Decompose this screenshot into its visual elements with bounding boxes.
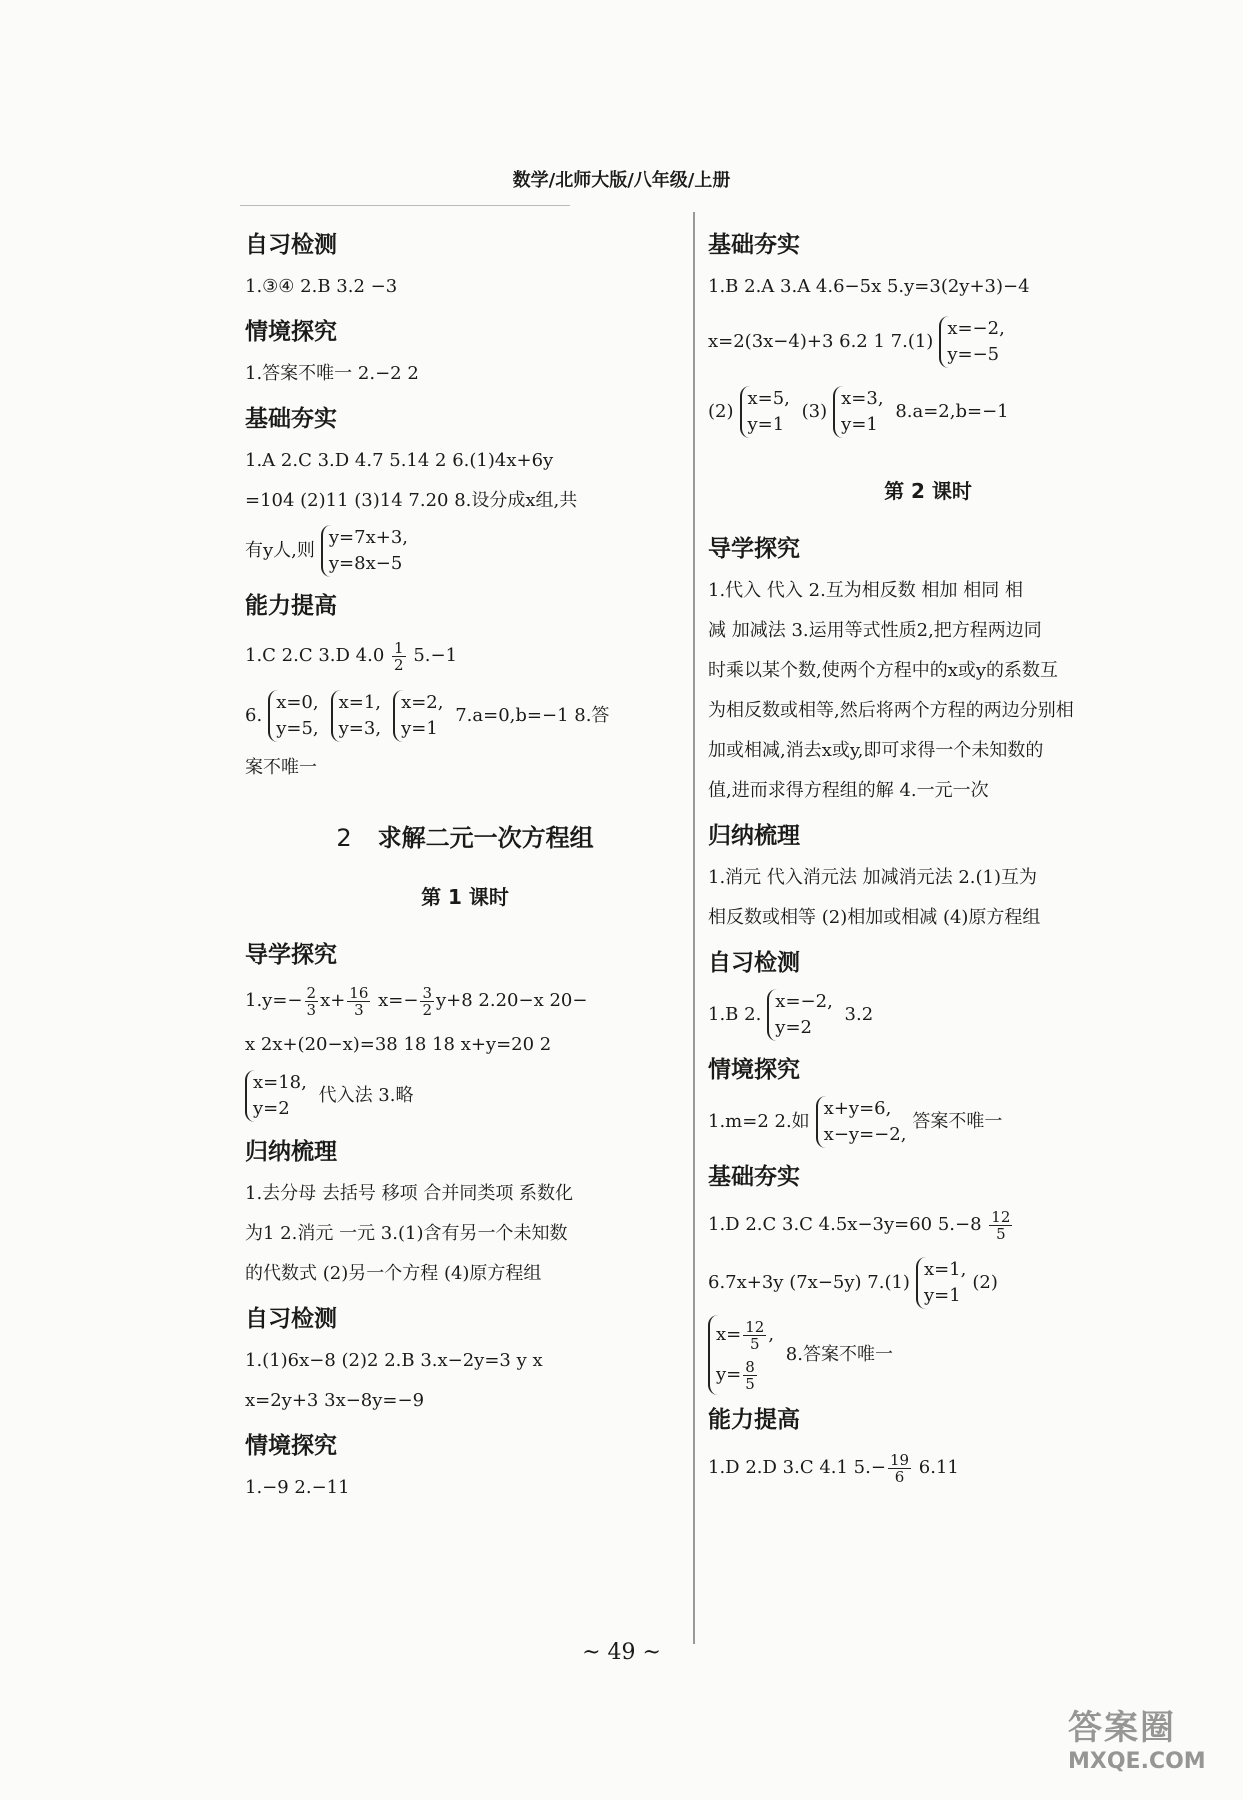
answer-line: 为相反数或相等,然后将两个方程的两边分别相	[708, 700, 1074, 721]
equation: x= $\frac{12}{5}$ ,	[716, 1317, 775, 1353]
answer-line: 为1 2.消元 一元 3.(1)含有另一个未知数	[245, 1223, 568, 1244]
text-span: x=	[716, 1324, 742, 1345]
answer-line: 1.代入 代入 2.互为相反数 相加 相同 相	[708, 580, 1023, 601]
denominator: 5	[750, 1334, 760, 1353]
denominator: 2	[422, 1000, 432, 1019]
section-heading: 能力提高	[708, 1407, 800, 1433]
text-span: x=−	[372, 990, 419, 1011]
section-heading: 基础夯实	[708, 1164, 800, 1190]
answer-line	[245, 628, 685, 684]
equation-system	[268, 690, 318, 742]
text-span: 1.D 2.D 3.C 4.1 5.−	[708, 1457, 886, 1478]
chapter-title	[245, 818, 685, 853]
left-column	[245, 220, 685, 1508]
answer-line	[245, 521, 685, 581]
text-span: 6.7x+3y (7x−5y) 7.(1)	[708, 1272, 910, 1293]
answer-line: 减 加减法 3.运用等式性质2,把方程两边同	[708, 620, 1042, 641]
watermark-text: 答案圈	[1068, 1708, 1176, 1748]
answer-line	[708, 377, 1148, 447]
text-span: 6.11	[918, 1457, 959, 1478]
answer-line	[708, 1315, 1148, 1395]
denominator: 3	[306, 1000, 317, 1019]
section-heading: 能力提高	[245, 593, 337, 619]
equation: y=1	[401, 718, 438, 739]
text-span: 8.答案不唯一	[785, 1344, 893, 1365]
lesson-title: 第 2 课时	[884, 479, 972, 503]
equation: y=5,	[276, 718, 319, 739]
answer-line: 1.B 2.A 3.A 4.6−5x 5.y=3(2y+3)−4	[708, 276, 1030, 297]
answer-line: x 2x+(20−x)=38 18 18 x+y=20 2	[245, 1034, 552, 1055]
equation-system	[833, 386, 883, 438]
answer-line: =104 (2)11 (3)14 7.20 8.设分成x组,共	[245, 490, 578, 511]
answer-line: 1.答案不唯一 2.−2 2	[245, 363, 419, 384]
fraction	[420, 985, 434, 1018]
right-column	[708, 220, 1148, 1494]
section-heading: 自习检测	[708, 950, 800, 976]
section-heading: 自习检测	[245, 232, 337, 258]
answer-line	[708, 1199, 1148, 1251]
text-span: 1.D 2.C 3.C 4.5x−3y=60 5.−8	[708, 1214, 982, 1235]
denominator: 5	[996, 1224, 1006, 1243]
answer-line	[708, 985, 1148, 1045]
numerator: 2	[306, 983, 317, 1002]
equation-system	[321, 525, 408, 577]
text-span: 8.a=2,b=−1	[895, 401, 1009, 422]
fraction	[392, 640, 406, 673]
equation: x=1,	[923, 1259, 967, 1280]
equation: y=7x+3,	[328, 527, 409, 548]
text-span: 有y人,则	[245, 540, 315, 561]
denominator: 6	[894, 1467, 905, 1486]
running-header: 数学/北师大版/八年级/上册	[512, 170, 731, 191]
denominator: 5	[745, 1374, 755, 1393]
equation: y=3,	[338, 718, 382, 739]
answer-line	[708, 1092, 1148, 1152]
numerator: 12	[991, 1207, 1011, 1226]
equation-system	[331, 690, 381, 742]
column-divider	[693, 212, 695, 1644]
equation-system	[708, 1315, 774, 1395]
section-heading: 归纳梳理	[708, 823, 800, 849]
fraction	[305, 985, 319, 1018]
answer-line: 1.③④ 2.B 3.2 −3	[245, 276, 398, 297]
equation: y=−5	[947, 344, 1000, 365]
fraction	[743, 1319, 766, 1352]
text-span: 5.−1	[413, 645, 458, 666]
watermark-url: MXQE.COM	[1068, 1749, 1206, 1774]
equation: y=1	[747, 414, 785, 435]
equation: x+y=6,	[823, 1098, 892, 1119]
answer-line: 1.(1)6x−8 (2)2 2.B 3.x−2y=3 y x	[245, 1350, 543, 1371]
text-span: 3.2	[838, 1004, 874, 1025]
equation	[716, 1357, 759, 1393]
numerator: 12	[745, 1317, 765, 1336]
equation: x=2,	[401, 692, 444, 713]
chapter-name: 求解二元一次方程组	[377, 824, 594, 852]
equation: y=1	[841, 414, 878, 435]
watermark-logo	[1068, 1700, 1228, 1790]
text-span: 1.C 2.C 3.D 4.0	[245, 645, 385, 666]
numerator: 3	[422, 983, 432, 1002]
equation: x=3,	[841, 388, 884, 409]
text-span: 1.y=−	[245, 990, 303, 1011]
fraction	[888, 1452, 911, 1485]
header-rule	[240, 205, 570, 206]
section-heading: 导学探究	[245, 942, 337, 968]
denominator: 3	[354, 1000, 364, 1019]
page-number: ~ 49 ~	[582, 1640, 661, 1665]
section-heading: 归纳梳理	[245, 1139, 337, 1165]
numerator: 16	[349, 983, 369, 1002]
fraction	[743, 1359, 757, 1392]
equation: x=−2,	[947, 318, 1005, 339]
answer-line: 值,进而求得方程组的解 4.一元一次	[708, 780, 989, 801]
chapter-number: 2	[336, 824, 352, 852]
text-span: 1.B 2.	[708, 1004, 762, 1025]
answer-line	[708, 1442, 1148, 1494]
text-span: 7.a=0,b=−1 8.答	[455, 705, 610, 726]
section-heading: 导学探究	[708, 536, 800, 562]
text-span: 答案不唯一	[912, 1111, 1003, 1132]
answer-line	[708, 1251, 1148, 1315]
fraction	[347, 985, 370, 1018]
answer-line	[708, 307, 1148, 377]
equation-system	[767, 989, 833, 1041]
equation: x=5,	[747, 388, 790, 409]
answer-line	[245, 684, 685, 748]
answer-line: 1.消元 代入消元法 加减消元法 2.(1)互为	[708, 867, 1038, 888]
section-heading: 情境探究	[245, 1433, 337, 1459]
text-span: 代入法 3.略	[312, 1085, 414, 1106]
denominator: 2	[394, 655, 404, 674]
numerator: 8	[745, 1357, 755, 1376]
answer-line	[245, 1065, 685, 1127]
section-heading: 基础夯实	[708, 232, 800, 258]
text-span: 6.	[245, 705, 263, 726]
equation-system	[740, 386, 790, 438]
answer-line: 时乘以某个数,使两个方程中的x或y的系数互	[708, 660, 1059, 681]
answer-line: 相反数或相等 (2)相加或相减 (4)原方程组	[708, 907, 1041, 928]
text-span: y=	[716, 1364, 742, 1385]
equation-system	[939, 316, 1005, 368]
equation: x−y=−2,	[823, 1124, 907, 1145]
numerator: 1	[394, 638, 404, 657]
section-heading: 情境探究	[245, 319, 337, 345]
equation: y=8x−5	[328, 553, 403, 574]
equation: x=18,	[253, 1072, 307, 1093]
answer-line: 1.去分母 去括号 移项 合并同类项 系数化	[245, 1183, 574, 1204]
answer-line	[245, 977, 685, 1025]
answer-line: 加或相减,消去x或y,即可求得一个未知数的	[708, 740, 1044, 761]
equation: x=−2,	[775, 991, 833, 1012]
numerator: 19	[889, 1450, 910, 1469]
text-span: (3)	[801, 401, 828, 422]
fraction	[989, 1209, 1012, 1242]
answer-line: 1.−9 2.−11	[245, 1477, 350, 1498]
equation: y=2	[253, 1098, 290, 1119]
equation: y=2	[775, 1017, 812, 1038]
text-span: y+8 2.20−x 20−	[435, 990, 588, 1011]
section-heading: 基础夯实	[245, 406, 337, 432]
lesson-title: 第 1 课时	[421, 885, 509, 909]
text-span: x+	[320, 990, 346, 1011]
text-span: 1.m=2 2.如	[708, 1111, 810, 1132]
answer-line: 的代数式 (2)另一个方程 (4)原方程组	[245, 1263, 542, 1284]
equation: y=1	[923, 1285, 961, 1306]
equation-system	[245, 1070, 307, 1122]
equation-system	[916, 1257, 966, 1309]
answer-line: 案不唯一	[245, 757, 317, 778]
text-span: (2)	[972, 1272, 998, 1293]
section-heading: 自习检测	[245, 1306, 337, 1332]
equation: x=1,	[338, 692, 382, 713]
equation-system	[393, 690, 443, 742]
answer-line: 1.A 2.C 3.D 4.7 5.14 2 6.(1)4x+6y	[245, 450, 554, 471]
text-span: (2)	[708, 401, 734, 422]
equation-system	[816, 1096, 907, 1148]
answer-line: x=2y+3 3x−8y=−9	[245, 1390, 425, 1411]
text-span: x=2(3x−4)+3 6.2 1 7.(1)	[708, 331, 934, 352]
equation: x=0,	[276, 692, 319, 713]
section-heading: 情境探究	[708, 1057, 800, 1083]
